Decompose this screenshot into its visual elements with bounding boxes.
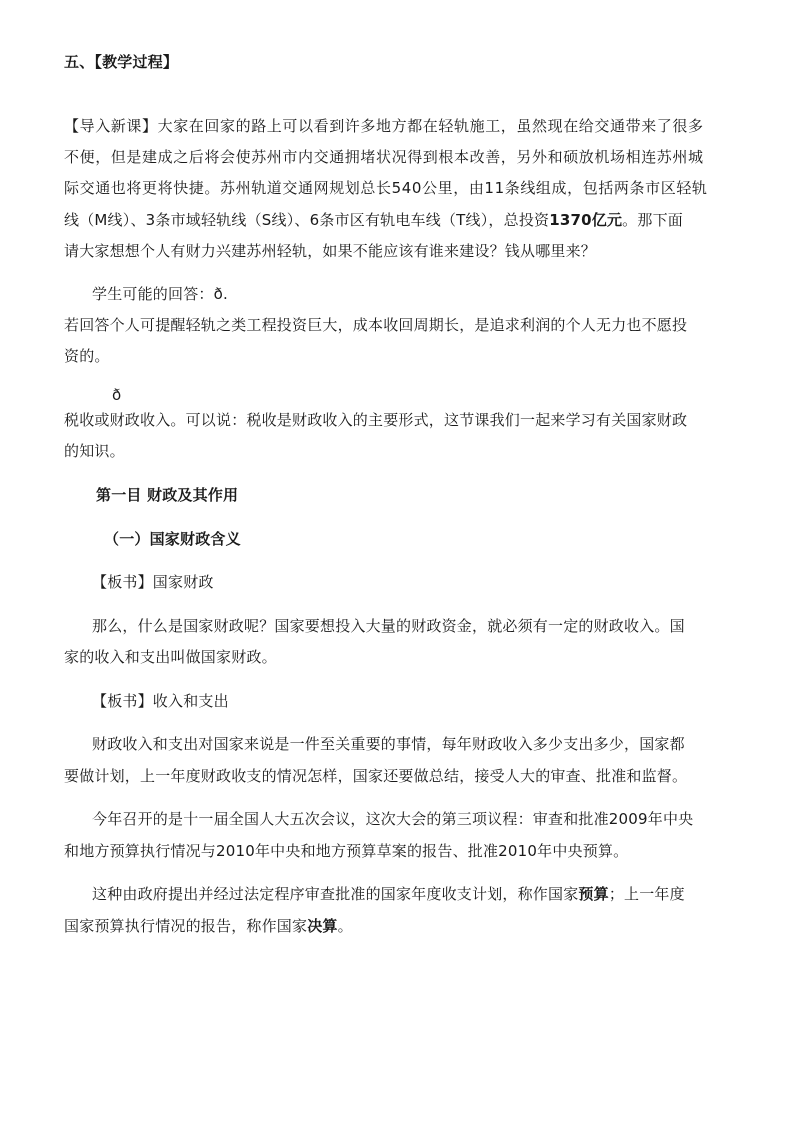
section-heading: 五、【教学过程】 — [64, 53, 179, 71]
intro-line-4-text: 线（M线）、3条市域轻轨线（S线）、6条市区有轨电车线（T线），总投资 — [64, 211, 550, 229]
intro-line-1: 【导入新课】大家在回家的路上可以看到许多地方都在轻轨施工，虽然现在给交通带来了很多 — [64, 117, 704, 135]
answer-note-line-1: 若回答个人可提醒轻轨之类工程投资巨大，成本收回周期长，是追求利润的个人无力也不愿投 — [64, 316, 688, 334]
para-4-line-2-tail: 。 — [337, 917, 353, 935]
student-answer: 学生可能的回答：ð. — [92, 285, 228, 303]
total-investment: 1370亿元 — [549, 211, 623, 229]
para-4-line-1-tail: ；上一年度 — [608, 885, 685, 903]
para-4-line-1 — [92, 884, 685, 904]
para-2-line-1: 财政收入和支出对国家来说是一件至关重要的事情，每年财政收入多少支出多少，国家都 — [92, 735, 685, 753]
para-1-line-2: 家的收入和支出叫做国家财政。 — [64, 648, 277, 666]
para-2-line-2: 要做计划，上一年度财政收支的情况怎样，国家还要做总结，接受人大的审查、批准和监督。 — [64, 767, 688, 785]
para-4-line-1-text: 这种由政府提出并经过法定程序审查批准的国家年度收支计划，称作国家 — [92, 885, 579, 903]
para-3-line-2: 和地方预算执行情况与2010年中央和地方预算草案的报告、批准2010年中央预算。 — [64, 842, 629, 860]
intro-line-3: 际交通也将更将快捷。苏州轨道交通网规划总长540公里，由11条线组成，包括两条市区轻轨 — [64, 179, 708, 197]
unit-title: 第一目 财政及其作用 — [96, 486, 239, 504]
term-final-accounts: 决算 — [307, 917, 338, 935]
board-note-1: 【板书】国家财政 — [92, 573, 214, 591]
intro-line-2: 不便，但是建成之后将会使苏州市内交通拥堵状况得到根本改善，另外和硕放机场相连苏州城 — [64, 148, 704, 166]
subsection-title: （一）国家财政含义 — [104, 530, 241, 548]
para-3-line-1: 今年召开的是十一届全国人大五次会议，这次大会的第三项议程：审查和批准2009年中央 — [92, 810, 694, 828]
intro-line-4 — [64, 210, 683, 230]
term-budget: 预算 — [578, 885, 609, 903]
stray-glyph: ð — [112, 386, 122, 404]
answer-note-line-2: 资的。 — [64, 347, 110, 365]
transition-line-2: 的知识。 — [64, 442, 125, 460]
para-4-line-2 — [64, 916, 353, 936]
transition-line-1: 税收或财政收入。可以说：税收是财政收入的主要形式，这节课我们一起来学习有关国家财政 — [64, 411, 688, 429]
para-4-line-2-text: 国家预算执行情况的报告，称作国家 — [64, 917, 308, 935]
intro-line-4-tail: 。那下面 — [622, 211, 683, 229]
intro-line-5: 请大家想想个人有财力兴建苏州轻轨，如果不能应该有谁来建设？钱从哪里来？ — [64, 242, 597, 260]
para-1-line-1: 那么，什么是国家财政呢？国家要想投入大量的财政资金，就必须有一定的财政收入。国 — [92, 617, 685, 635]
board-note-2: 【板书】收入和支出 — [92, 692, 229, 710]
